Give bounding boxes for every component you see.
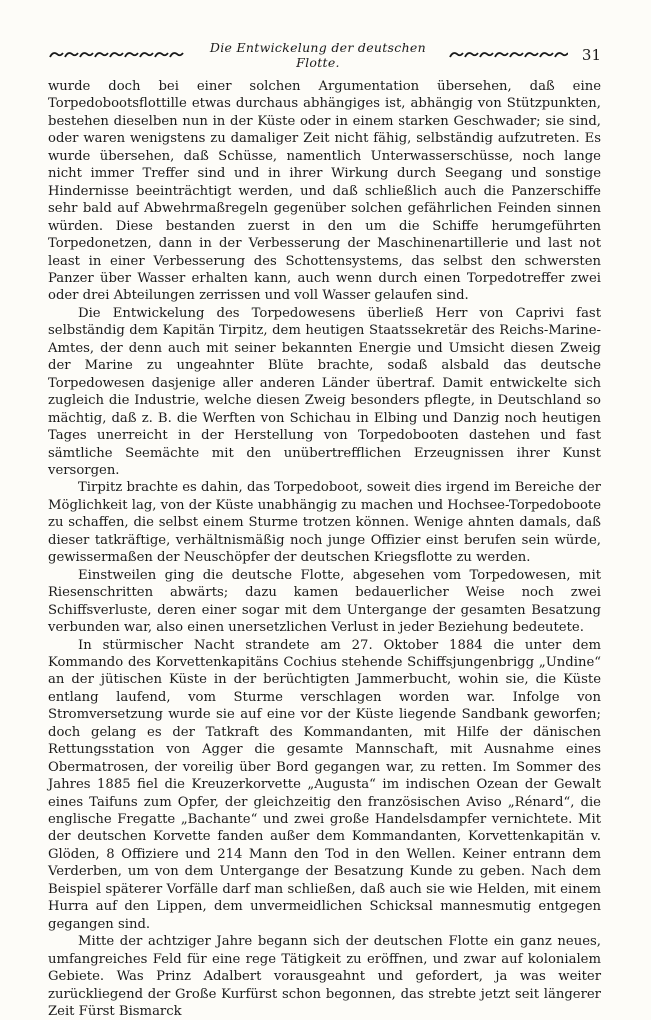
paragraph: Mitte der achtziger Jahre begann sich der deutschen Flotte ein ganz neues, umfangreiches Feld für eine rege Tätigkeit zu eröffnen, und zwar auf kolonialem Gebiete. Was Prinz Adalbert vorausgeahnt und gefordert, ja was weiter zurückliegend der Große Kurfürst schon begonnen, das strebte jetzt seit längerer Zeit Fürst Bismarck	[48, 934, 601, 1020]
wave-ornament-icon	[48, 50, 188, 60]
running-title: Die Entwickelung der deutschen Flotte.	[209, 40, 426, 70]
paragraph: Die Entwickelung des Torpedowesens überließ Herr von Caprivi fast selbständig dem Kapitän Tirpitz, dem heutigen Staatssekretär des Reichs-Marine-Amtes, der denn auch mit seiner bekannten Energie und Umsicht diesen Zweig der Marine zu ungeahnter Blüte brachte, sodaß alsbald das deutsche Torpedowesen dasjenige aller anderen Länder übertraf. Damit entwickelte sich zugleich die Industrie, welche diesen Zweig besonders pflegte, in Deutschland so mächtig, daß z. B. die Werften von Schichau in Elbing und Danzig noch heutigen Tages unerreicht in der Herstellung von Torpedobooten dastehen und fast sämtliche Seemächte mit den unübertrefflichen Erzeugnissen ihrer Kunst versorgen.	[48, 305, 601, 478]
running-header	[48, 40, 601, 70]
wave-ornament-icon	[448, 50, 568, 60]
paragraph: wurde doch bei einer solchen Argumentation übersehen, daß eine Torpedobootsflottille etwas durchaus abhängiges ist, abhängig von Stützpunkten, bestehen dieselben nun in der Küste oder in einem starken Geschwader; sie sind, oder waren wenigstens zu damaliger Zeit nicht fähig, selbständig aufzutreten. Es wurde übersehen, daß Schüsse, namentlich Unterwasserschüsse, noch lange nicht immer Treffer sind und in ihrer Wirkung durch Seegang und sonstige Hindernisse beeinträchtigt werden, und daß schließlich auch die Panzerschiffe sehr bald auf Abwehrmaßregeln gegenüber solchen gefährlichen Feinden sinnen würden. Diese bestanden zuerst in den um die Schiffe herumgeführten Torpedonetzen, dann in der Verbesserung der Maschinenartillerie und last not least in einer Verbesserung des Schottensystems, das selbst den schwersten Panzer über Wasser erhalten kann, auch wenn durch einen Torpedotreffer zwei oder drei Abteilungen zerrissen und voll Wasser gelaufen sind.	[48, 79, 601, 304]
page-number: 31	[581, 46, 601, 64]
wave-ornament-icon	[48, 50, 188, 60]
body-text	[48, 78, 601, 1020]
paragraph: Tirpitz brachte es dahin, das Torpedoboot, soweit dies irgend im Bereiche der Möglichkeit lag, von der Küste unabhängig zu machen und Hochsee-Torpedoboote zu schaffen, die selbst einem Sturme trotzen können. Wenige ahnten damals, daß dieser tatkräftige, verhältnismäßig noch junge Offizier einst berufen sein würde, gewissermaßen der Neuschöpfer der deutschen Kriegsflotte zu werden.	[48, 480, 601, 566]
paragraph: Einstweilen ging die deutsche Flotte, abgesehen vom Torpedowesen, mit Riesenschritten abwärts; dazu kamen bedauerlicher Weise noch zwei Schiffsverluste, deren einer sogar mit dem Untergange der gesamten Besatzung verbunden war, also einen unersetzlichen Verlust in jeder Beziehung bedeutete.	[48, 567, 601, 636]
wave-ornament-icon	[448, 50, 568, 60]
paragraph: In stürmischer Nacht strandete am 27. Oktober 1884 die unter dem Kommando des Korvettenkapitäns Cochius stehende Schiffsjungenbrigg „Undine“ an der jütischen Küste in der berüchtigten Jammerbucht, wohin sie, die Küste entlang laufend, vom Sturme verschlagen worden war. Infolge von Stromversetzung wurde sie auf eine vor der Küste liegende Sandbank geworfen; doch gelang es der Tatkraft des Kommandanten, mit Hilfe der dänischen Rettungsstation von Agger die gesamte Mannschaft, mit Ausnahme eines Obermatrosen, der voreilig über Bord gegangen war, zu retten. Im Sommer des Jahres 1885 fiel die Kreuzerkorvette „Augusta“ im indischen Ozean der Gewalt eines Taifuns zum Opfer, der gleichzeitig den französischen Aviso „Rénard“, die englische Fregatte „Bachante“ und zwei große Handelsdampfer vernichtete. Mit der deutschen Korvette fanden außer dem Kommandanten, Korvettenkapitän v. Glöden, 8 Offiziere und 214 Mann den Tod in den Wellen. Keiner entrann dem Verderben, um von dem Untergange der Besatzung Kunde zu geben. Nach dem Beispiel späterer Vorfälle darf man schließen, daß auch sie wie Helden, mit einem Hurra auf den Lippen, dem unvermeidlichen Schicksal mannesmutig entgegen gegangen sind.	[48, 637, 601, 932]
